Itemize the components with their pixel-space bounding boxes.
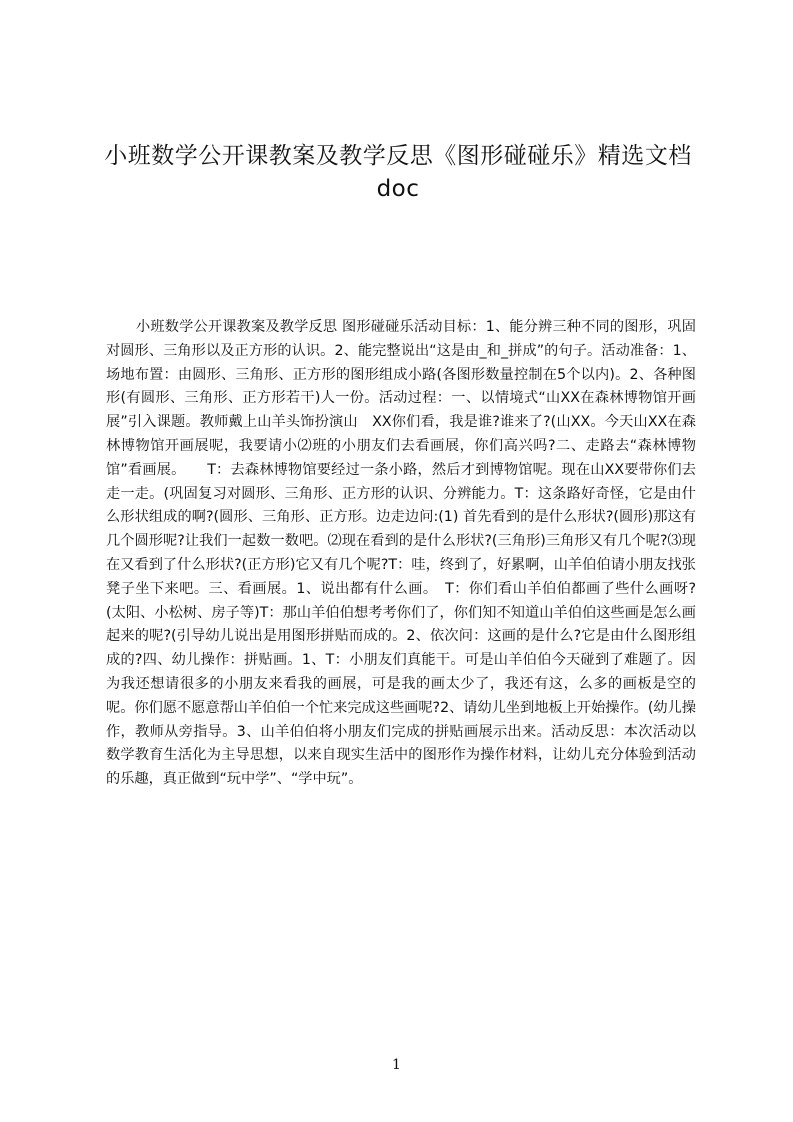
document-title [100, 140, 696, 206]
page-number: 1 [392, 1057, 401, 1073]
document-title-line-2: doc [376, 176, 420, 202]
document-title-line-1: 小班数学公开课教案及教学反思《图形碰碰乐》精选文档 [104, 143, 692, 169]
document-body: 小班数学公开课教案及教学反思 图形碰碰乐活动目标：1、能分辨三种不同的图形，巩固对圆形、三角形以及正方形的认识。2、能完整说出“这是由_和_拼成”的句子。活动准备：1、场地布置：由圆形、三角形、正方形的图形组成小路(各图形数量控制在5个以内)。2、各种图形(有圆形、三角形、正方形若干)人一份。活动过程：一、以情境式“山XX在森林博物馆开画展”引入课题。教师戴上山羊头饰扮演山 XX你们看，我是谁?谁来了?(山XX。今天山XX在森林博物馆开画展呢，我要请小⑵班的小朋友们去看画展，你们高兴吗?二、走路去“森林博物馆”看画展。 T：去森林博物馆要经过一条小路，然后才到博物馆呢。现在山XX要带你们去走一走。(巩固复习对圆形、三角形、正方形的认识、分辨能力。T：这条路好奇怪，它是由什么形状组成的啊?(圆形、三角形、正方形。边走边问:(1) 首先看到的是什么形状?(圆形)那这有几个圆形呢?让我们一起数一数吧。⑵现在看到的是什么形状?(三角形)三角形又有几个呢?⑶现在又看到了什么形状?(正方形)它又有几个呢?T：哇，终到了，好累啊，山羊伯伯请小朋友找张凳子坐下来吧。三、看画展。1、说出都有什么画。 T：你们看山羊伯伯都画了些什么画呀?(太阳、小松树、房子等)T：那山羊伯伯想考考你们了，你们知不知道山羊伯伯这些画是怎么画起来的呢?(引导幼儿说出是用图形拼贴而成的。2、依次问：这画的是什么?它是由什么图形组成的?四、幼儿操作：拼贴画。1、T：小朋友们真能干。可是山羊伯伯今天碰到了难题了。因为我还想请很多的小朋友来看我的画展，可是我的画太少了，我还有这，么多的画板是空的呢。你们愿不愿意帮山羊伯伯一个忙来完成这些画呢?2、请幼儿坐到地板上开始操作。(幼儿操作，教师从旁指导。3、山羊伯伯将小朋友们完成的拼贴画展示出来。活动反思：本次活动以数学教育生活化为主导思想，以来自现实生活中的图形作为操作材料，让幼儿充分体验到活动的乐趣，真正做到“玩中学”、“学中玩”。 [106, 319, 696, 788]
